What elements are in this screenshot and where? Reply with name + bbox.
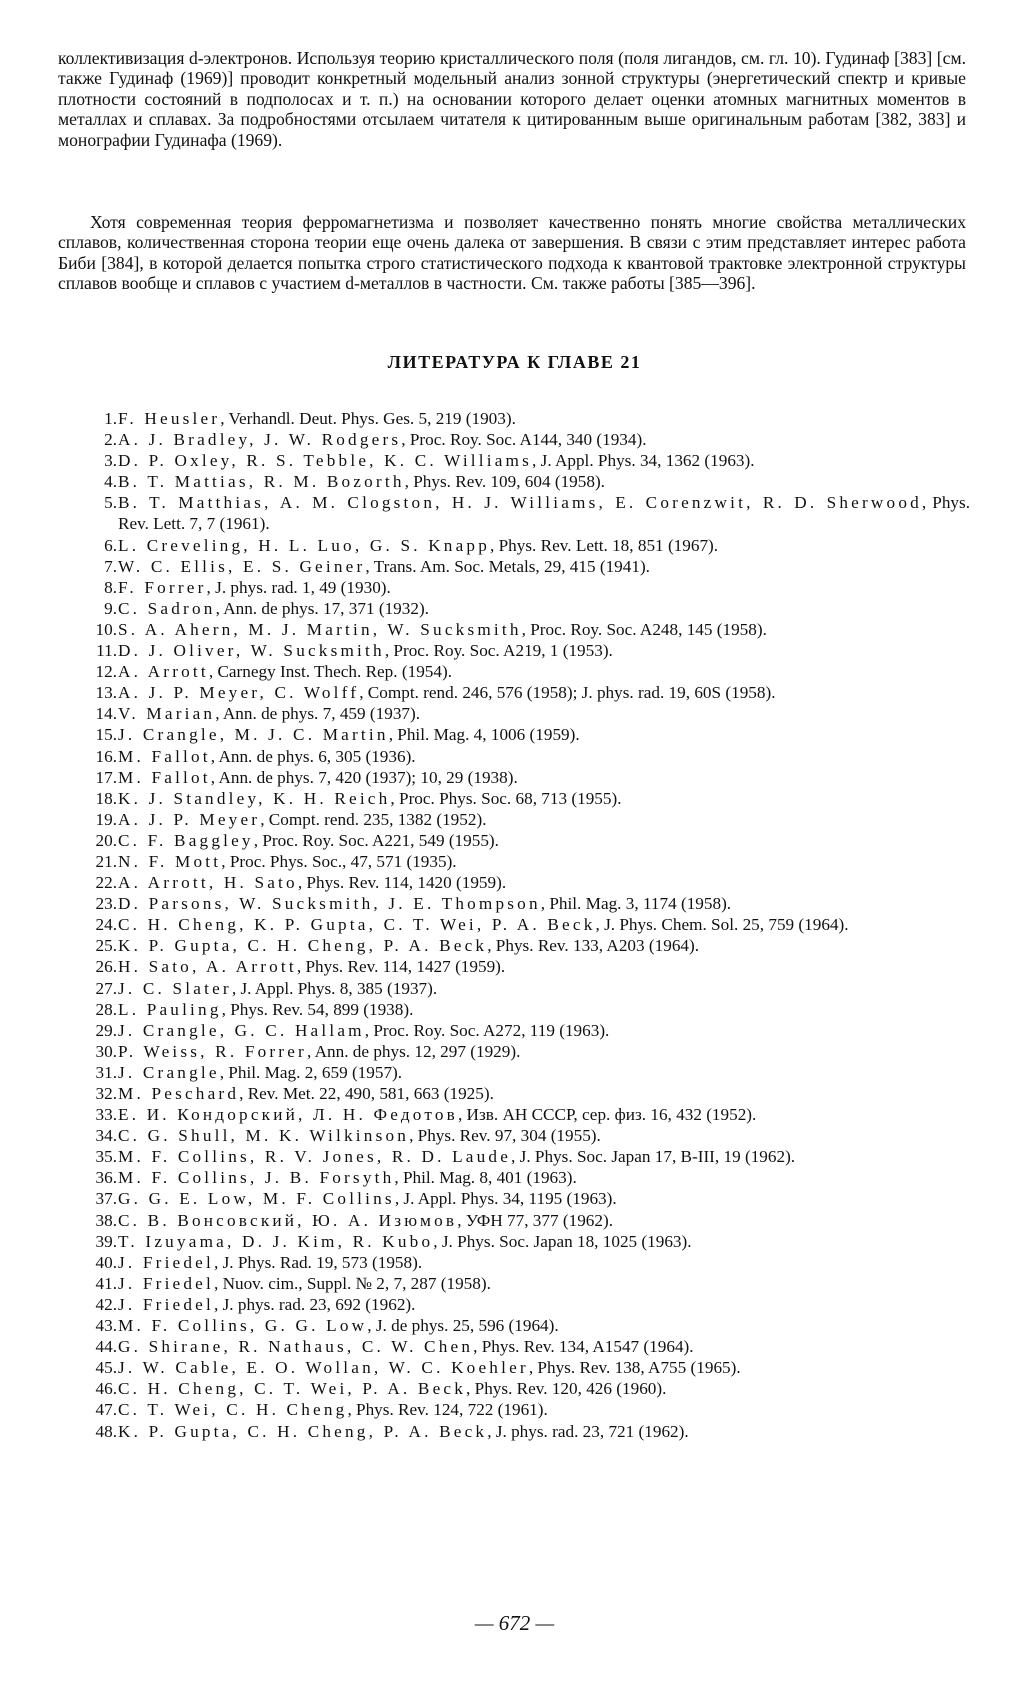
reference-text [118,746,970,767]
reference-authors: J. Friedel [118,1294,214,1314]
reference-source: , Phil. Mag. 2, 659 (1957). [219,1062,403,1082]
reference-text [118,978,970,999]
reference-item [0,1062,1029,1083]
reference-number: 14. [95,704,117,724]
reference-authors: C. Sadron [118,598,216,618]
reference-text [118,471,970,492]
reference-authors: T. Izuyama, D. J. Kim, R. Kubo [118,1231,434,1251]
reference-item [0,450,1029,471]
reference-authors: M. F. Collins, G. G. Low [118,1316,368,1336]
reference-authors: A. J. P. Meyer, C. Wolff [118,683,360,703]
reference-text [118,429,970,450]
reference-text [118,1167,970,1188]
reference-item [0,1357,1029,1378]
reference-authors: K. P. Gupta, C. H. Cheng, P. A. Beck [118,1421,488,1441]
reference-source: , УФН 77, 377 (1962). [457,1210,614,1230]
reference-source: , Trans. Am. Soc. Metals, 29, 415 (1941). [365,556,650,576]
reference-number: 39. [95,1231,117,1251]
reference-authors: J. Crangle [118,1062,220,1082]
reference-text [118,703,970,724]
reference-source: , Ann. de phys. 7, 420 (1937); 10, 29 (1938). [210,767,518,787]
reference-source: , Rev. Met. 22, 490, 581, 663 (1925). [239,1084,494,1103]
reference-item [0,556,1029,577]
reference-source: , Phys. Rev. 109, 604 (1958). [404,472,605,492]
reference-text [118,577,970,598]
reference-number: 18. [95,788,117,808]
reference-item [0,408,1029,429]
reference-source: , Phys. Rev. 134, A1547 (1964). [473,1337,694,1357]
reference-text [118,1252,970,1273]
reference-authors: P. Weiss, R. Forrer [118,1041,307,1061]
reference-source: , J. de phys. 25, 596 (1964). [367,1316,559,1336]
reference-number: 26. [95,957,117,977]
reference-authors: M. Fallot [118,767,211,787]
reference-item [0,577,1029,598]
reference-authors: J. Friedel [118,1252,214,1272]
reference-authors: M. F. Collins, R. V. Jones, R. D. Laude [118,1147,512,1167]
reference-item [0,1083,1029,1104]
reference-number: 42. [95,1294,117,1314]
reference-item [0,1167,1029,1188]
reference-number: 46. [95,1379,117,1399]
reference-authors: D. Parsons, W. Sucksmith, J. E. Thompson [118,894,541,914]
reference-source: , Proc. Roy. Soc. A248, 145 (1958). [521,619,767,639]
reference-source: , Phys. Rev. 114, 1420 (1959). [297,873,507,893]
reference-item [0,830,1029,851]
reference-item [0,872,1029,893]
reference-source: , Proc. Roy. Soc. A144, 340 (1934). [401,430,647,450]
reference-item [0,471,1029,492]
reference-source: , J. Phys. Rad. 19, 573 (1958). [213,1252,423,1272]
reference-item [0,1399,1029,1420]
reference-text [118,1315,970,1336]
reference-item [0,893,1029,914]
reference-authors: J. Crangle, G. C. Hallam [118,1020,365,1040]
reference-number: 17. [95,767,117,787]
reference-item [0,598,1029,619]
reference-item [0,492,1029,534]
reference-authors: A. Arrott, H. Sato [118,873,298,893]
reference-authors: L. Creveling, H. L. Luo, G. S. Knapp [118,535,491,555]
reference-source: , J. Appl. Phys. 34, 1195 (1963). [394,1189,617,1209]
reference-source: , Phys. Rev. 138, A755 (1965). [528,1358,741,1378]
reference-authors: G. Shirane, R. Nathaus, C. W. Chen [118,1337,474,1357]
body-paragraph-1: коллективизация d-электронов. Используя теорию кристаллического поля (поля лигандов, см. гл. 10). Гудинаф [383] [см. также Гудинаф (1969)] проводит конкретный модельный анализ зонной структуры (энергетический спектр и кривые плотности состояний в подполосах и т. п.) на основании которого делает оценки атомных магнитных моментов в металлах и сплавах. За подробностями отсылаем читателя к цитированным выше оригинальным работам [382, 383] и монографии Гудинафа (1969). [58,48,966,150]
reference-number: 44. [95,1337,117,1357]
reference-authors: C. T. Wei, C. H. Cheng [118,1400,348,1420]
reference-authors: A. J. Bradley, J. W. Rodgers [118,430,402,450]
reference-text [118,1421,970,1442]
reference-item [0,956,1029,977]
reference-text [118,556,970,577]
reference-source: , Carnegy Inst. Thech. Rep. (1954). [208,662,452,682]
reference-text [118,1210,970,1231]
reference-text [118,535,970,556]
reference-number: 22. [95,873,117,893]
reference-number: 11. [96,641,117,661]
reference-source: , Phil. Mag. 8, 401 (1963). [394,1168,577,1188]
reference-item [0,1421,1029,1442]
reference-number: 23. [95,894,117,914]
reference-number: 27. [95,978,117,998]
reference-source: , Phys. Rev. 54, 899 (1938). [221,999,414,1019]
reference-item [0,1336,1029,1357]
reference-source: , Proc. Roy. Soc. A219, 1 (1953). [384,641,613,661]
reference-text [118,1357,970,1378]
reference-source: , J. Phys. Chem. Sol. 25, 759 (1964). [595,915,849,935]
reference-authors: J. C. Slater [118,978,232,998]
reference-item [0,788,1029,809]
reference-source: , Phil. Mag. 4, 1006 (1959). [388,725,580,745]
reference-text [118,1399,970,1420]
reference-text [118,724,970,745]
reference-number: 38. [95,1210,117,1230]
reference-number: 16. [95,746,117,766]
reference-item [0,703,1029,724]
reference-authors: D. J. Oliver, W. Sucksmith [118,641,385,661]
reference-source: , Proc. Roy. Soc. A221, 549 (1955). [253,830,499,850]
reference-authors: A. Arrott [118,662,209,682]
reference-authors: K. P. Gupta, C. H. Cheng, P. A. Beck [118,936,488,956]
reference-item [0,724,1029,745]
reference-text [118,1294,970,1315]
reference-source: , J. Phys. Soc. Japan 17, B-III, 19 (1962). [511,1147,796,1167]
reference-number: 36. [95,1168,117,1188]
body-paragraph-2: Хотя современная теория ферромагнетизма и позволяет качественно понять многие свойства металлических сплавов, количественная сторона теории еще очень далека от завершения. В связи с этим представляет интерес работа Биби [384], в которой делается попытка строго статистического подхода к квантовой трактовке электронной структуры сплавов вообще и сплавов с участием d-металлов в частности. См. также работы [385—396]. [58,212,966,294]
reference-text [118,1083,970,1104]
reference-source: , Proc. Phys. Soc., 47, 571 (1935). [221,851,457,871]
reference-source: , Compt. rend. 246, 576 (1958); J. phys. rad. 19, 60S (1958). [359,683,776,703]
reference-source: , Phys. Rev. 124, 722 (1961). [347,1400,548,1420]
reference-text [118,1336,970,1357]
reference-source: , Phil. Mag. 3, 1174 (1958). [540,894,732,914]
reference-source: , Ann. de phys. 12, 297 (1929). [306,1041,521,1061]
reference-number: 41. [95,1273,117,1293]
reference-item [0,1125,1029,1146]
reference-authors: С. В. Вонсовский, Ю. А. Изюмов [118,1210,458,1230]
reference-source: , Изв. АН СССР, сер. физ. 16, 432 (1952). [457,1105,757,1125]
reference-text [118,851,970,872]
reference-authors: F. Heusler [118,409,221,428]
reference-item [0,682,1029,703]
reference-source: , Nuov. cim., Suppl. № 2, 7, 287 (1958). [213,1273,491,1293]
reference-authors: H. Sato, A. Arrott [118,957,297,977]
reference-number: 48. [95,1421,117,1441]
reference-text [118,1020,970,1041]
references-heading: ЛИТЕРАТУРА К ГЛАВЕ 21 [387,352,642,372]
reference-text [118,767,970,788]
reference-authors: D. P. Oxley, R. S. Tebble, K. C. Williams [118,451,533,471]
reference-item [0,1146,1029,1167]
reference-number: 6. [104,535,117,555]
reference-source: , Ann. de phys. 6, 305 (1936). [210,746,416,766]
reference-item [0,851,1029,872]
reference-item [0,1315,1029,1336]
reference-item [0,1020,1029,1041]
reference-number: 47. [95,1400,117,1420]
reference-item [0,1231,1029,1252]
reference-number: 3. [104,451,117,471]
reference-source: , Proc. Roy. Soc. A272, 119 (1963). [364,1020,610,1040]
reference-text [118,640,970,661]
reference-source: , J. Appl. Phys. 8, 385 (1937). [231,978,438,998]
reference-item [0,429,1029,450]
reference-number: 35. [95,1147,117,1167]
reference-item [0,1273,1029,1294]
reference-number: 43. [95,1316,117,1336]
reference-authors: F. Forrer [118,577,207,597]
reference-authors: N. F. Mott [118,851,222,871]
reference-authors: K. J. Standley, K. H. Reich [118,788,391,808]
reference-source: , Compt. rend. 235, 1382 (1952). [260,809,487,829]
reference-text [118,1125,970,1146]
reference-authors: M. Peschard [118,1084,240,1103]
reference-text [118,598,970,619]
reference-item [0,535,1029,556]
reference-source: , J. Appl. Phys. 34, 1362 (1963). [532,451,755,471]
reference-text [118,1062,970,1083]
reference-number: 9. [104,598,117,618]
reference-source: , Ann. de phys. 17, 371 (1932). [215,598,429,618]
reference-source: , Proc. Phys. Soc. 68, 713 (1955). [390,788,622,808]
reference-item [0,1294,1029,1315]
reference-number: 7. [104,556,117,576]
page-number: — 672 — [474,1611,555,1635]
reference-item [0,1041,1029,1062]
reference-text [118,1273,970,1294]
reference-number: 32. [95,1084,117,1103]
reference-authors: M. Fallot [118,746,211,766]
reference-item [0,619,1029,640]
reference-text [118,1146,970,1167]
reference-number: 25. [95,936,117,956]
reference-item [0,746,1029,767]
reference-text [118,1104,970,1125]
reference-text [118,682,970,703]
reference-source: , Phys. Rev. Lett. 18, 851 (1967). [490,535,719,555]
reference-number: 40. [95,1252,117,1272]
reference-source: , Phys. Rev. 97, 304 (1955). [409,1126,601,1146]
reference-number: 19. [95,809,117,829]
reference-text [118,450,970,471]
reference-number: 8. [104,577,117,597]
reference-number: 10. [95,619,117,639]
reference-list [0,408,1029,1442]
reference-source: , Phys. Rev. 114, 1427 (1959). [296,957,506,977]
reference-source: , Phys. Rev. 120, 426 (1960). [466,1379,667,1399]
reference-text [118,809,970,830]
reference-number: 34. [95,1126,117,1146]
reference-authors: L. Pauling [118,999,222,1019]
reference-number: 24. [95,915,117,935]
reference-text [118,1041,970,1062]
reference-text [118,408,970,429]
reference-source: , Phys. Rev. 133, A203 (1964). [487,936,700,956]
reference-authors: A. J. P. Meyer [118,809,261,829]
reference-item [0,1188,1029,1209]
reference-text [118,788,970,809]
reference-authors: C. G. Shull, M. K. Wilkinson [118,1126,410,1146]
reference-authors: C. H. Cheng, K. P. Gupta, C. T. Wei, P. A. Beck [118,915,596,935]
reference-item [0,914,1029,935]
reference-source: , Verhandl. Deut. Phys. Ges. 5, 219 (1903). [220,409,516,428]
reference-item [0,1252,1029,1273]
reference-number: 15. [95,725,117,745]
reference-number: 28. [95,999,117,1019]
reference-text [118,830,970,851]
reference-authors: B. T. Matthias, A. M. Clogston, H. J. Williams, E. Corenzwit, R. D. Sherwood [118,493,922,513]
reference-number: 5. [104,493,117,513]
reference-number: 29. [95,1020,117,1040]
reference-item [0,1210,1029,1231]
reference-number: 13. [95,683,117,703]
reference-source: , J. phys. rad. 1, 49 (1930). [206,577,391,597]
reference-text [118,1188,970,1209]
reference-text [118,661,970,682]
reference-authors: B. T. Mattias, R. M. Bozorth [118,472,405,492]
reference-source: , J. phys. rad. 23, 721 (1962). [487,1421,689,1441]
reference-authors: V. Marian [118,704,216,724]
reference-number: 31. [95,1062,117,1082]
reference-item [0,1104,1029,1125]
reference-source: , J. phys. rad. 23, 692 (1962). [213,1294,416,1314]
reference-authors: W. C. Ellis, E. S. Geiner [118,556,366,576]
reference-item [0,767,1029,788]
reference-item [0,935,1029,956]
reference-number: 37. [95,1189,117,1209]
reference-text [118,1231,970,1252]
reference-item [0,999,1029,1020]
reference-authors: C. F. Baggley [118,830,254,850]
reference-number: 4. [104,472,117,492]
reference-number: 21. [95,851,117,871]
reference-number: 1. [104,409,117,428]
reference-number: 45. [95,1358,117,1378]
reference-authors: M. F. Collins, J. B. Forsyth [118,1168,395,1188]
reference-item [0,1378,1029,1399]
reference-authors: J. Crangle, M. J. C. Martin [118,725,389,745]
reference-source: , Phys. Rev. Lett. 7, 7 (1961). [118,493,971,534]
reference-item [0,661,1029,682]
reference-source: , Ann. de phys. 7, 459 (1937). [215,704,421,724]
reference-item [0,640,1029,661]
reference-source: , J. Phys. Soc. Japan 18, 1025 (1963). [433,1231,692,1251]
reference-text [118,872,970,893]
reference-authors: S. A. Ahern, M. J. Martin, W. Sucksmith [118,619,522,639]
reference-text [118,935,970,956]
reference-number: 2. [104,430,117,450]
reference-authors: Е. И. Кондорский, Л. Н. Федотов [118,1105,458,1125]
reference-authors: J. W. Cable, E. O. Wollan, W. C. Koehler [118,1358,529,1378]
reference-item [0,978,1029,999]
reference-number: 33. [95,1105,117,1125]
reference-text [118,893,970,914]
reference-authors: G. G. E. Low, M. F. Collins [118,1189,395,1209]
reference-number: 20. [95,830,117,850]
reference-text [118,492,970,534]
reference-authors: J. Friedel [118,1273,214,1293]
reference-number: 30. [95,1041,117,1061]
reference-item [0,809,1029,830]
reference-authors: C. H. Cheng, C. T. Wei, P. A. Beck [118,1379,467,1399]
reference-text [118,914,970,935]
reference-text [118,999,970,1020]
reference-text [118,956,970,977]
reference-text [118,619,970,640]
reference-text [118,1378,970,1399]
reference-number: 12. [95,662,117,682]
